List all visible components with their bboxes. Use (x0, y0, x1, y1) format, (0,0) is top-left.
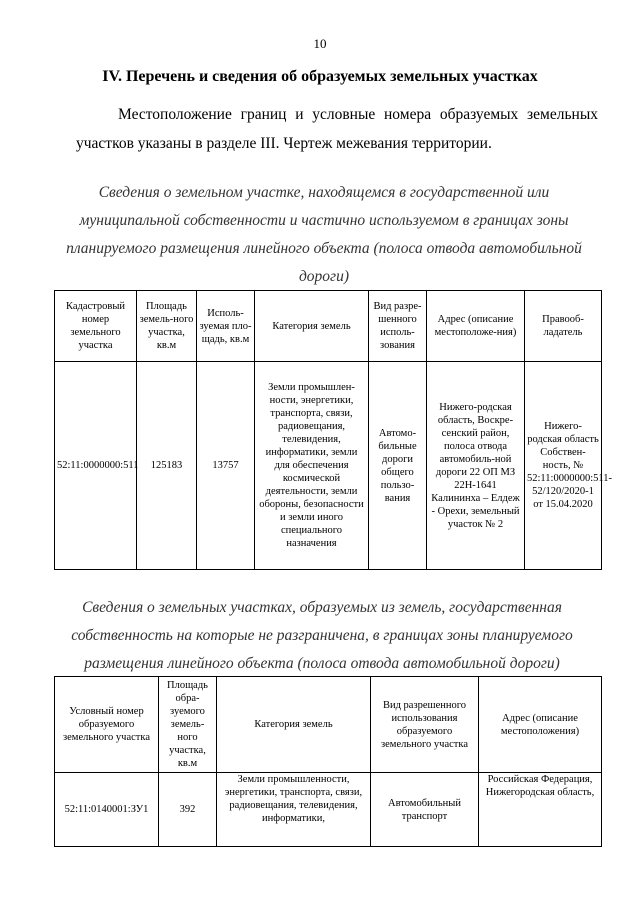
cell-area: 125183 (137, 362, 197, 570)
table-header-row (55, 677, 602, 773)
page-number: 10 (313, 36, 327, 51)
cell-address: Нижего-родская область, Воскре-сенский район, полоса отвода автомобиль-ной дороги 22 ОП МЗ 22Н-1641 Калининха – Елдеж - Орехи, земельный участок № 2 (427, 362, 525, 570)
table-header-row (55, 291, 602, 362)
table1-caption: Сведения о земельном участке, находящемся в государственной или муниципальной собственности и частично используемом в границах зоны планируемого размещения линейного объекта (полоса отвода автомобильной дороги) (66, 184, 582, 285)
table-row (55, 773, 602, 847)
cell-used-area: 13757 (197, 362, 255, 570)
table-1 (54, 290, 612, 570)
table-2 (54, 676, 602, 847)
intro-paragraph: Местоположение границ и условные номера образуемых земельных участков указаны в разделе III. Чертеж межевания территории. (76, 106, 598, 152)
table-row (55, 362, 602, 570)
cell-land-category: Земли промышлен-ности, энергетики, транспорта, связи, радиовещания, телевидения, информатики, земли для обеспечения космической деятельности, земли обороны, безопасности и земли иного специального назначения (255, 362, 369, 570)
col-area: Площадь обра-зуемого земель-ного участка, кв.м (159, 677, 217, 773)
col-permitted-use: Вид разре-шенного исполь-зования (369, 291, 427, 362)
cell-conditional-number: 52:11:0140001:ЗУ1 (55, 773, 159, 847)
col-used-area: Исполь-зуемая пло-щадь, кв.м (197, 291, 255, 362)
cell-cadastral-number: 52:11:0000000:511 (55, 362, 137, 570)
cell-address: Российская Федерация, Нижегородская область, (479, 773, 602, 847)
cell-land-category: Земли промышленности, энергетики, транспорта, связи, радиовещания, телевидения, информатики, (217, 773, 371, 847)
col-address: Адрес (описание местоположения) (479, 677, 602, 773)
table2-caption: Сведения о земельных участках, образуемых из земель, государственная собственность на которые не разграничена, в границах зоны планируемого размещения линейного объекта (полоса отвода автомобильной дороги) (71, 599, 573, 672)
cell-permitted-use: Автомо-бильные дороги общего пользо-вания (369, 362, 427, 570)
cell-permitted-use: Автомобильный транспорт (371, 773, 479, 847)
col-cadastral-number: Кадастровый номер земельного участка (55, 291, 137, 362)
col-owner: Правооб-ладатель (525, 291, 602, 362)
cell-owner: Нижего-родская область Собствен-ность, № 52:11:0000000:511-52/120/2020-1 от 15.04.2020 (525, 362, 602, 570)
col-permitted-use: Вид разрешенного использования образуемого земельного участка (371, 677, 479, 773)
section-heading: IV. Перечень и сведения об образуемых земельных участках (102, 68, 538, 85)
col-land-category: Категория земель (255, 291, 369, 362)
col-address: Адрес (описание местоположе-ния) (427, 291, 525, 362)
col-land-category: Категория земель (217, 677, 371, 773)
cell-area: 392 (159, 773, 217, 847)
col-conditional-number: Условный номер образуемого земельного участка (55, 677, 159, 773)
col-area: Площадь земель-ного участка, кв.м (137, 291, 197, 362)
